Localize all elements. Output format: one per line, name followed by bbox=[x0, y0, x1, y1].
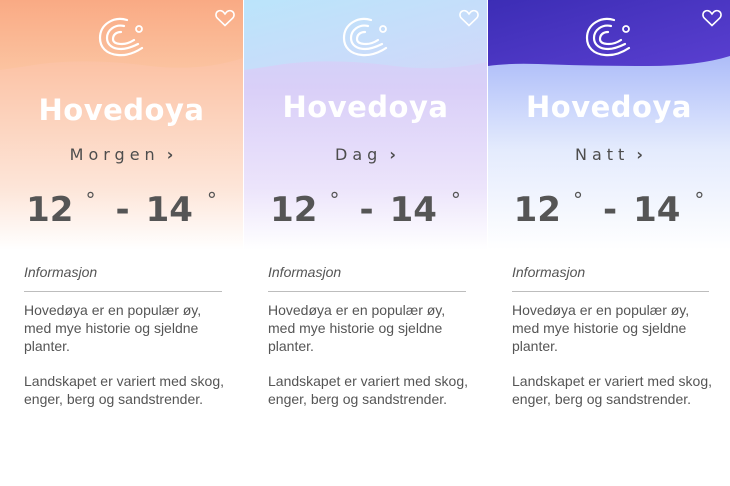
place-name: Hovedoya bbox=[526, 90, 692, 124]
info-paragraph-2: Landskapet er variert med skog, enger, berg og sandstrender. bbox=[24, 373, 224, 407]
chevron-right-icon: › bbox=[636, 145, 643, 164]
info-heading: Informasjon bbox=[512, 264, 586, 280]
info-paragraph-1: Hovedøya er en populær øy, med mye historie og sjeldne planter. bbox=[268, 302, 446, 354]
degree-symbol: ° bbox=[572, 188, 583, 212]
info-heading: Informasjon bbox=[24, 264, 98, 280]
temperature-range bbox=[244, 188, 487, 230]
degree-symbol: ° bbox=[450, 188, 461, 212]
temp-low: 12 bbox=[270, 190, 318, 230]
temp-low: 12 bbox=[513, 190, 561, 230]
period-selector[interactable] bbox=[244, 145, 487, 164]
wave-logo-icon bbox=[338, 14, 390, 58]
period-selector[interactable] bbox=[0, 145, 243, 164]
weather-card-dag bbox=[244, 0, 487, 486]
info-heading: Informasjon bbox=[268, 264, 342, 280]
wave-logo-icon bbox=[94, 14, 146, 58]
range-dash: - bbox=[115, 190, 130, 230]
heart-outline-icon[interactable] bbox=[459, 9, 479, 27]
info-paragraph-2: Landskapet er variert med skog, enger, berg og sandstrender. bbox=[268, 373, 468, 407]
weather-card-natt bbox=[488, 0, 730, 486]
temperature-range bbox=[0, 188, 243, 230]
heart-outline-icon[interactable] bbox=[215, 9, 235, 27]
temperature-range bbox=[488, 188, 730, 230]
temp-high: 14 bbox=[389, 190, 437, 230]
period-label: Natt bbox=[574, 145, 630, 164]
place-name: Hovedoya bbox=[38, 93, 205, 127]
place-name: Hovedoya bbox=[282, 90, 449, 124]
temp-high: 14 bbox=[633, 190, 681, 230]
degree-symbol: ° bbox=[85, 188, 96, 212]
degree-symbol: ° bbox=[329, 188, 340, 212]
info-paragraph-1: Hovedøya er en populær øy, med mye historie og sjeldne planter. bbox=[512, 302, 690, 354]
divider bbox=[24, 291, 222, 292]
period-label: Morgen bbox=[69, 145, 160, 164]
range-dash: - bbox=[602, 190, 618, 230]
info-paragraph-1: Hovedøya er en populær øy, med mye historie og sjeldne planter. bbox=[24, 302, 202, 354]
chevron-right-icon: › bbox=[166, 145, 174, 164]
chevron-right-icon: › bbox=[389, 145, 396, 164]
weather-card-morgen bbox=[0, 0, 243, 486]
temp-high: 14 bbox=[145, 190, 193, 230]
period-selector[interactable] bbox=[488, 145, 730, 164]
temp-low: 12 bbox=[26, 190, 74, 230]
period-label: Dag bbox=[335, 145, 383, 164]
divider bbox=[268, 291, 466, 292]
degree-symbol: ° bbox=[206, 188, 217, 212]
degree-symbol: ° bbox=[694, 188, 705, 212]
info-paragraph-2: Landskapet er variert med skog, enger, berg og sandstrender. bbox=[512, 373, 712, 407]
divider bbox=[512, 291, 709, 292]
heart-outline-icon[interactable] bbox=[702, 9, 722, 27]
range-dash: - bbox=[359, 190, 374, 230]
wave-logo-icon bbox=[581, 14, 633, 58]
